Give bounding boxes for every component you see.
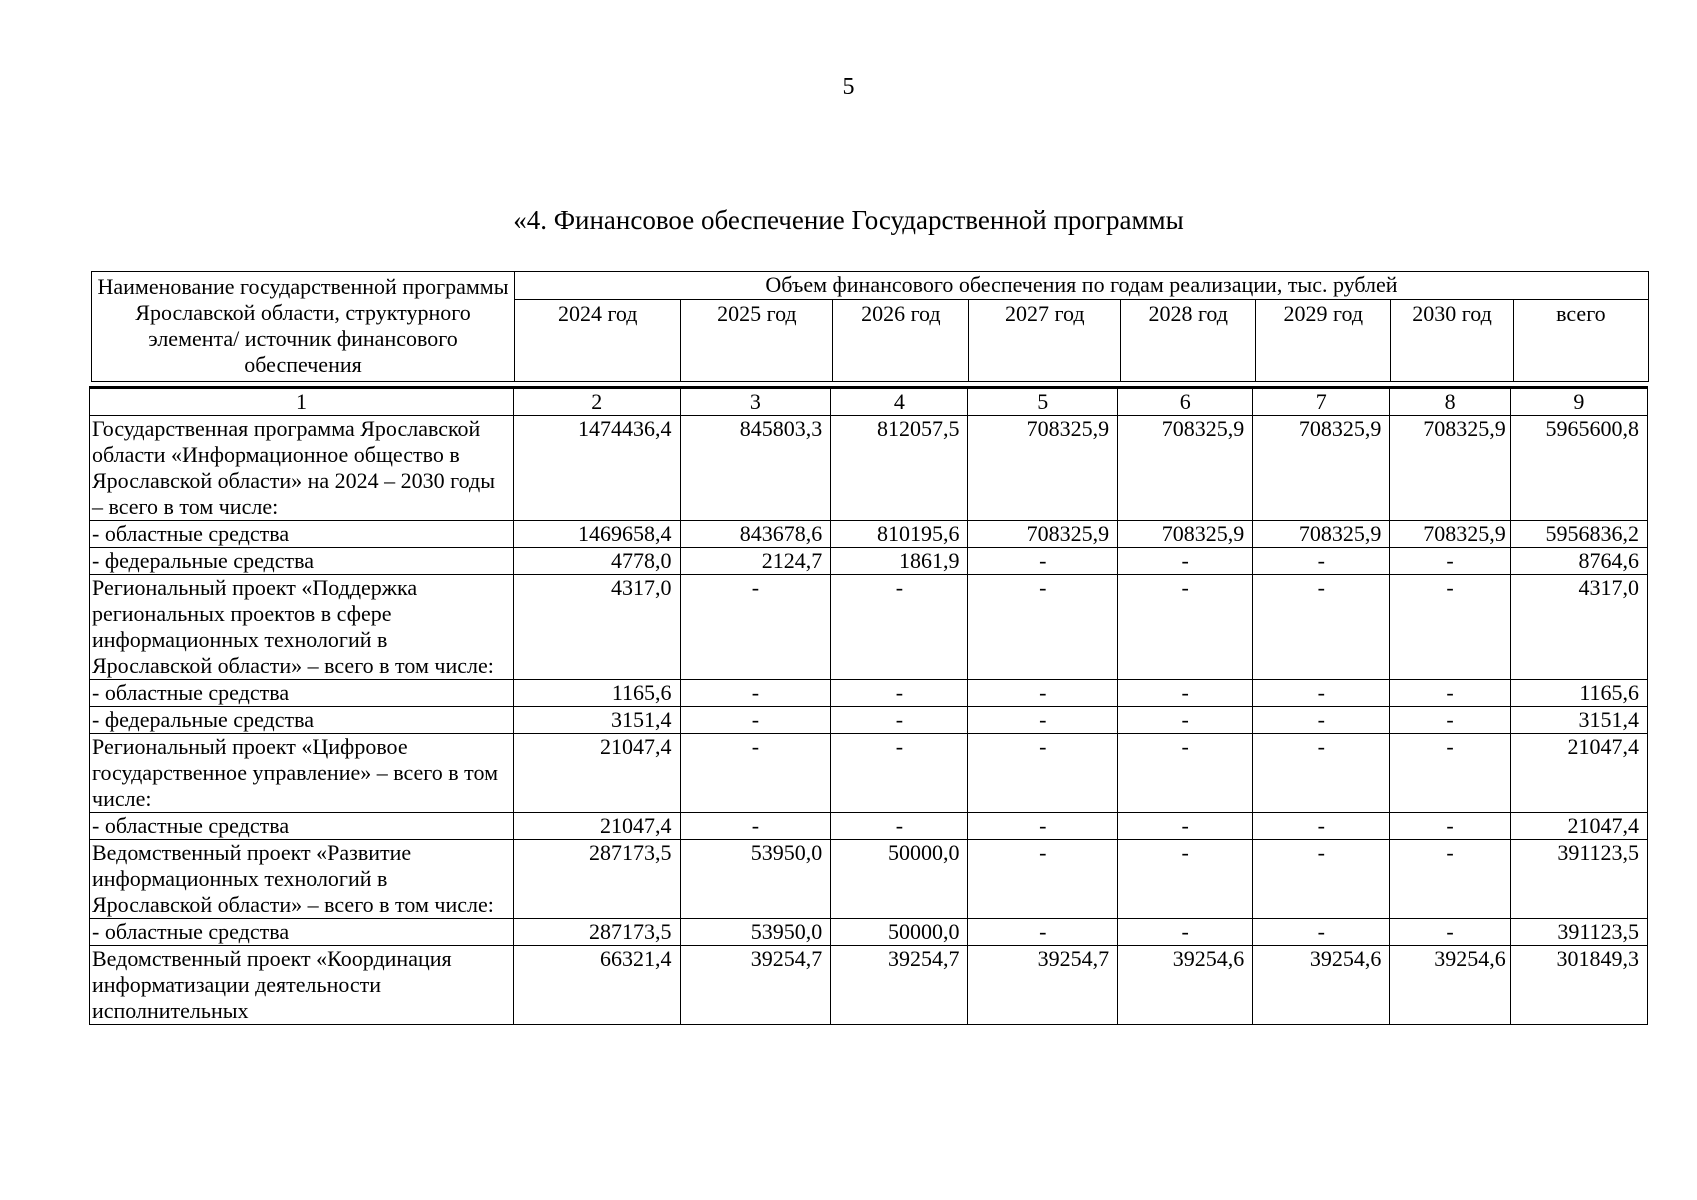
value-cell: 21047,4 bbox=[1510, 734, 1647, 813]
value-cell: 21047,4 bbox=[1510, 813, 1647, 840]
column-number: 6 bbox=[1118, 388, 1253, 416]
value-cell: - bbox=[1118, 919, 1253, 946]
value-cell: - bbox=[1118, 680, 1253, 707]
value-cell: - bbox=[1390, 734, 1510, 813]
table-row bbox=[90, 840, 1648, 919]
value-cell: - bbox=[1118, 840, 1253, 919]
value-cell: 53950,0 bbox=[680, 840, 831, 919]
value-cell: 3151,4 bbox=[1510, 707, 1647, 734]
value-cell: - bbox=[831, 707, 968, 734]
table-row bbox=[90, 575, 1648, 680]
page-number: 5 bbox=[842, 74, 855, 100]
value-cell: 1469658,4 bbox=[514, 521, 680, 548]
value-cell: - bbox=[968, 575, 1118, 680]
value-cell: - bbox=[831, 734, 968, 813]
value-cell: 287173,5 bbox=[514, 919, 680, 946]
value-cell: - bbox=[1253, 813, 1390, 840]
value-cell: - bbox=[1253, 575, 1390, 680]
value-cell: - bbox=[680, 707, 831, 734]
value-cell: 4778,0 bbox=[514, 548, 680, 575]
row-label: Региональный проект «Поддержка региональных проектов в сфере информационных технологий в Ярославской области» – всего в том числе: bbox=[90, 575, 514, 680]
value-cell: 50000,0 bbox=[831, 840, 968, 919]
value-cell: - bbox=[1253, 919, 1390, 946]
financing-table bbox=[89, 386, 1648, 1025]
value-cell: 708325,9 bbox=[1253, 416, 1390, 521]
value-cell: - bbox=[968, 840, 1118, 919]
table-row bbox=[90, 813, 1648, 840]
value-cell: - bbox=[680, 680, 831, 707]
value-cell: - bbox=[1118, 548, 1253, 575]
funding-group-header: Объем финансового обеспечения по годам реализации, тыс. рублей bbox=[515, 272, 1649, 300]
value-cell: - bbox=[1390, 575, 1510, 680]
value-cell: - bbox=[1118, 707, 1253, 734]
value-cell: - bbox=[1390, 813, 1510, 840]
row-label: - федеральные средства bbox=[90, 707, 514, 734]
value-cell: 21047,4 bbox=[514, 734, 680, 813]
row-label: - областные средства bbox=[90, 680, 514, 707]
value-cell: 1165,6 bbox=[1510, 680, 1647, 707]
year-header: 2025 год bbox=[681, 300, 833, 382]
year-header: 2027 год bbox=[969, 300, 1121, 382]
value-cell: - bbox=[1390, 707, 1510, 734]
value-cell: - bbox=[680, 575, 831, 680]
value-cell: 708325,9 bbox=[1118, 521, 1253, 548]
year-header: 2028 год bbox=[1121, 300, 1256, 382]
value-cell: 39254,7 bbox=[968, 946, 1118, 1025]
value-cell: - bbox=[1118, 813, 1253, 840]
value-cell: 66321,4 bbox=[514, 946, 680, 1025]
value-cell: - bbox=[968, 548, 1118, 575]
column-number: 4 bbox=[831, 388, 968, 416]
row-label: Государственная программа Ярославской области «Информационное общество в Ярославской области» на 2024 – 2030 годы – всего в том числе: bbox=[90, 416, 514, 521]
table-row bbox=[90, 946, 1648, 1025]
value-cell: 39254,6 bbox=[1253, 946, 1390, 1025]
value-cell: - bbox=[968, 813, 1118, 840]
value-cell: 39254,6 bbox=[1118, 946, 1253, 1025]
value-cell: 3151,4 bbox=[514, 707, 680, 734]
value-cell: - bbox=[1390, 548, 1510, 575]
value-cell: 5965600,8 bbox=[1510, 416, 1647, 521]
year-header: 2030 год bbox=[1391, 300, 1514, 382]
table-row bbox=[90, 521, 1648, 548]
value-cell: - bbox=[680, 813, 831, 840]
value-cell: - bbox=[1253, 707, 1390, 734]
value-cell: - bbox=[968, 707, 1118, 734]
table-row bbox=[90, 707, 1648, 734]
column-number: 7 bbox=[1253, 388, 1390, 416]
column-number-row bbox=[90, 388, 1648, 416]
row-label: Ведомственный проект «Развитие информационных технологий в Ярославской области» – всего в том числе: bbox=[90, 840, 514, 919]
value-cell: 21047,4 bbox=[514, 813, 680, 840]
value-cell: 5956836,2 bbox=[1510, 521, 1647, 548]
value-cell: 810195,6 bbox=[831, 521, 968, 548]
value-cell: - bbox=[1118, 734, 1253, 813]
value-cell: - bbox=[1253, 840, 1390, 919]
column-number: 1 bbox=[90, 388, 514, 416]
year-header: 2029 год bbox=[1256, 300, 1391, 382]
value-cell: 391123,5 bbox=[1510, 919, 1647, 946]
table-row bbox=[90, 416, 1648, 521]
value-cell: 39254,6 bbox=[1390, 946, 1510, 1025]
value-cell: 843678,6 bbox=[680, 521, 831, 548]
value-cell: 845803,3 bbox=[680, 416, 831, 521]
table-row bbox=[90, 919, 1648, 946]
row-label: - областные средства bbox=[90, 521, 514, 548]
value-cell: - bbox=[680, 734, 831, 813]
value-cell: 708325,9 bbox=[1253, 521, 1390, 548]
value-cell: 1861,9 bbox=[831, 548, 968, 575]
value-cell: 2124,7 bbox=[680, 548, 831, 575]
column-number: 5 bbox=[968, 388, 1118, 416]
row-label: - областные средства bbox=[90, 919, 514, 946]
value-cell: 708325,9 bbox=[1118, 416, 1253, 521]
value-cell: 8764,6 bbox=[1510, 548, 1647, 575]
year-header: 2024 год bbox=[515, 300, 681, 382]
value-cell: 708325,9 bbox=[968, 416, 1118, 521]
value-cell: - bbox=[1253, 680, 1390, 707]
value-cell: 1165,6 bbox=[514, 680, 680, 707]
name-column-header: Наименование государственной программы Ярославской области, структурного элемента/ источник финансового обеспечения bbox=[92, 272, 515, 382]
table-header bbox=[91, 271, 1649, 382]
document-title: «4. Финансовое обеспечение Государственной программы bbox=[513, 205, 1184, 235]
value-cell: - bbox=[1390, 680, 1510, 707]
table-row bbox=[90, 548, 1648, 575]
value-cell: 39254,7 bbox=[831, 946, 968, 1025]
value-cell: 4317,0 bbox=[1510, 575, 1647, 680]
table-row bbox=[90, 680, 1648, 707]
value-cell: 1474436,4 bbox=[514, 416, 680, 521]
value-cell: 39254,7 bbox=[680, 946, 831, 1025]
value-cell: 287173,5 bbox=[514, 840, 680, 919]
value-cell: - bbox=[831, 813, 968, 840]
value-cell: 4317,0 bbox=[514, 575, 680, 680]
value-cell: 391123,5 bbox=[1510, 840, 1647, 919]
value-cell: - bbox=[1253, 734, 1390, 813]
row-label: Ведомственный проект «Координация информатизации деятельности исполнительных bbox=[90, 946, 514, 1025]
value-cell: 812057,5 bbox=[831, 416, 968, 521]
year-header: всего bbox=[1513, 300, 1648, 382]
value-cell: - bbox=[968, 734, 1118, 813]
value-cell: - bbox=[1253, 548, 1390, 575]
column-number: 3 bbox=[680, 388, 831, 416]
value-cell: 708325,9 bbox=[1390, 416, 1510, 521]
year-header: 2026 год bbox=[833, 300, 969, 382]
value-cell: 50000,0 bbox=[831, 919, 968, 946]
value-cell: 708325,9 bbox=[1390, 521, 1510, 548]
value-cell: - bbox=[1118, 575, 1253, 680]
column-number: 8 bbox=[1390, 388, 1510, 416]
row-label: - областные средства bbox=[90, 813, 514, 840]
value-cell: - bbox=[968, 919, 1118, 946]
column-number: 9 bbox=[1510, 388, 1647, 416]
value-cell: - bbox=[1390, 919, 1510, 946]
value-cell: - bbox=[968, 680, 1118, 707]
column-number: 2 bbox=[514, 388, 680, 416]
value-cell: - bbox=[1390, 840, 1510, 919]
table-row bbox=[90, 734, 1648, 813]
value-cell: - bbox=[831, 575, 968, 680]
value-cell: 301849,3 bbox=[1510, 946, 1647, 1025]
row-label: Региональный проект «Цифровое государственное управление» – всего в том числе: bbox=[90, 734, 514, 813]
value-cell: 708325,9 bbox=[968, 521, 1118, 548]
value-cell: - bbox=[831, 680, 968, 707]
value-cell: 53950,0 bbox=[680, 919, 831, 946]
row-label: - федеральные средства bbox=[90, 548, 514, 575]
